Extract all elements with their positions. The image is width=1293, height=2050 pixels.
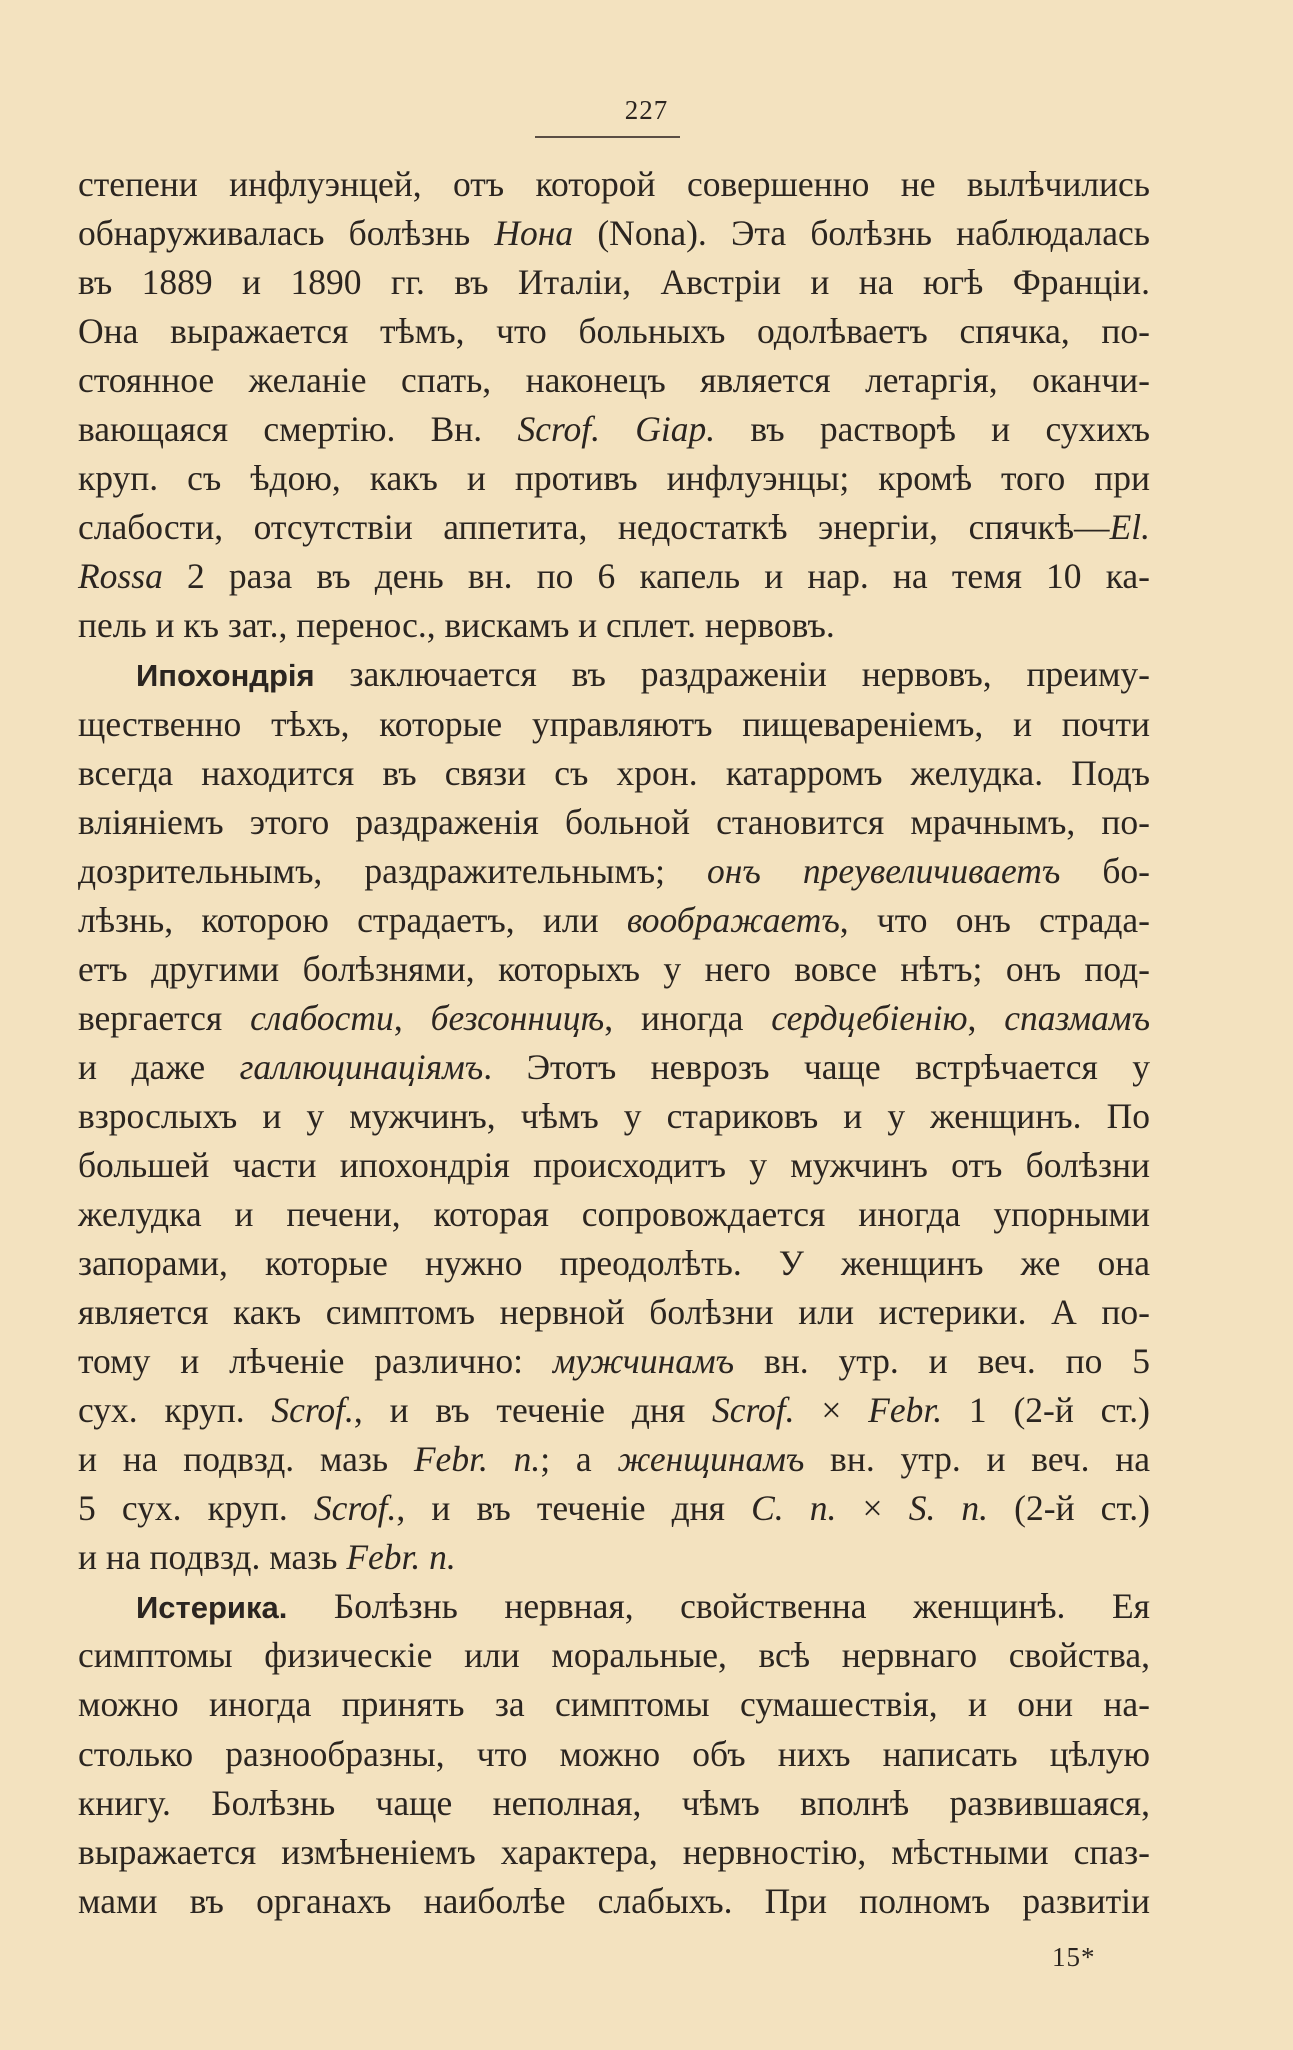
text-run: заключается въ раздраженіи нервовъ, преиму- [314, 654, 1150, 695]
section-heading: Истерика. [136, 1590, 288, 1626]
text-line [78, 650, 1150, 699]
emphasis-text: галлюцинаціямъ [239, 1046, 484, 1087]
text-line [78, 1337, 1150, 1386]
text-line [78, 1288, 1150, 1337]
text-line [78, 1730, 1150, 1779]
emphasis-text: Scrof. [712, 1390, 795, 1431]
text-line [78, 405, 1150, 454]
text-run: всегда находится въ связи съ хрон. катарромъ желудка. Подъ [78, 752, 1150, 793]
text-line [78, 1877, 1150, 1926]
text-line [78, 1141, 1150, 1190]
text-line [78, 1386, 1150, 1435]
emphasis-text: Scrof. Giap. [517, 409, 716, 450]
text-line [78, 454, 1150, 503]
emphasis-text: безсонницѣ [430, 997, 605, 1038]
text-line [78, 1043, 1150, 1092]
emphasis-text: S. n. [908, 1488, 989, 1529]
text-run: книгу. Болѣзнь чаще неполная, чѣмъ вполнѣ развившаяся, [78, 1782, 1150, 1823]
text-run: въ растворѣ и сухихъ [715, 409, 1150, 450]
text-line [78, 160, 1150, 209]
header-rule [535, 136, 680, 138]
text-run: можно иногда принять за симптомы сумашествія, и они на- [78, 1684, 1150, 1725]
text-run: выражается измѣненіемъ характера, нервностію, мѣстными спаз- [78, 1831, 1150, 1872]
text-run: , [393, 997, 431, 1038]
text-line [78, 749, 1150, 798]
text-run: щественно тѣхъ, которые управляютъ пищевареніемъ, и почти [78, 703, 1150, 744]
text-run: и на подвзд. мазь [78, 1439, 414, 1480]
text-run: × [836, 1488, 909, 1529]
text-line [78, 1239, 1150, 1288]
text-run: , и въ теченіе дня [396, 1488, 752, 1529]
text-run: и даже [78, 1046, 240, 1087]
body-text [78, 160, 1150, 1926]
text-run: Болѣзнь нервная, свойственна женщинѣ. Ея [287, 1586, 1150, 1627]
text-line [78, 258, 1150, 307]
text-run: въ 1889 и 1890 гг. въ Италіи, Австріи и на югѣ Франціи. [78, 262, 1150, 303]
emphasis-text: Scrof. [271, 1390, 354, 1431]
text-line [78, 209, 1150, 258]
text-run: пель и къ зат., перенос., вискамъ и сплет. нервовъ. [78, 605, 835, 646]
emphasis-text: Rossa [78, 556, 163, 597]
text-run: слабости, отсутствіи аппетита, недостаткѣ энергіи, спячкѣ— [78, 507, 1110, 548]
emphasis-text: C. n. [751, 1488, 837, 1529]
text-run: стоянное желаніе спать, наконецъ является летаргія, оканчи- [78, 360, 1150, 401]
emphasis-text: сердцебіенію [771, 997, 968, 1038]
text-line [78, 601, 1150, 650]
text-line [78, 552, 1150, 601]
text-run: вн. утр. и веч. по 5 [734, 1341, 1150, 1382]
text-run: , и въ теченіе дня [353, 1390, 713, 1431]
text-run: является какъ симптомъ нервной болѣзни или истерики. А по- [78, 1292, 1150, 1333]
text-run: большей части ипохондрія происходитъ у мужчинъ отъ болѣзни [78, 1144, 1150, 1185]
section-heading: Ипохондрія [136, 658, 315, 694]
text-line [78, 847, 1150, 896]
text-line [78, 1680, 1150, 1729]
emphasis-text: женщинамъ [617, 1439, 805, 1480]
text-run: желудка и печени, которая сопровождается иногда упорными [78, 1193, 1150, 1234]
text-run: круп. съ ѣдою, какъ и противъ инфлуэнцы; кромѣ того при [78, 458, 1150, 499]
text-line [78, 1484, 1150, 1533]
text-run: , иногда [604, 997, 772, 1038]
text-run: запорами, которые нужно преодолѣть. У женщинъ же она [78, 1243, 1150, 1284]
text-run: (2-й ст.) [988, 1488, 1150, 1529]
text-line [78, 1582, 1150, 1631]
emphasis-text: спазмамъ [1004, 997, 1151, 1038]
text-line [78, 1631, 1150, 1680]
text-run: обнаруживалась болѣзнь [78, 213, 495, 254]
text-line [78, 798, 1150, 847]
emphasis-text: онъ преувеличиваетъ [707, 850, 1061, 891]
emphasis-text: El. [1109, 507, 1150, 548]
text-run: вн. утр. и веч. на [804, 1439, 1150, 1480]
emphasis-text: воображаетъ [626, 899, 840, 940]
text-run: вліяніемъ этого раздраженія больной становится мрачнымъ, по- [78, 801, 1150, 842]
emphasis-text: Febr. n. [413, 1439, 541, 1480]
signature-mark: 15* [1052, 1942, 1096, 1972]
text-line [78, 503, 1150, 552]
page-number: 227 [624, 95, 669, 125]
text-run: сух. круп. [78, 1390, 272, 1431]
text-run: мами въ органахъ наиболѣе слабыхъ. При полномъ развитіи [78, 1880, 1150, 1921]
text-run: 5 сух. круп. [78, 1488, 314, 1529]
text-run: взрослыхъ и у мужчинъ, чѣмъ у стариковъ и у женщинъ. По [78, 1095, 1150, 1136]
text-line [78, 896, 1150, 945]
text-run: етъ другими болѣзнями, которыхъ у него вовсе нѣтъ; онъ под- [78, 948, 1150, 989]
text-line [78, 700, 1150, 749]
text-run: и на подвзд. мазь [78, 1537, 347, 1578]
text-line [78, 1435, 1150, 1484]
text-line [78, 945, 1150, 994]
text-run: дозрительнымъ, раздражительнымъ; [78, 850, 708, 891]
emphasis-text: Scrof. [313, 1488, 397, 1529]
text-run: , что онъ страда- [839, 899, 1150, 940]
text-run: вающаяся смертію. Вн. [78, 409, 518, 450]
emphasis-text: Febr. [868, 1390, 943, 1431]
text-run: . Этотъ неврозъ чаще встрѣчается у [483, 1046, 1151, 1087]
text-run: столько разнообразны, что можно объ нихъ написать цѣлую [78, 1733, 1150, 1774]
text-run: 2 раза въ день вн. по 6 капель и нар. на темя 10 ка- [162, 556, 1150, 597]
text-line [78, 1533, 1150, 1582]
text-run: , [967, 997, 1005, 1038]
text-run: вергается [78, 997, 251, 1038]
text-run: (Nona). Эта болѣзнь наблюдалась [573, 213, 1151, 254]
text-run: лѣзнь, которою страдаетъ, или [78, 899, 627, 940]
emphasis-text: Febr. n. [346, 1537, 456, 1578]
text-line [78, 1828, 1150, 1877]
text-line [78, 356, 1150, 405]
text-line [78, 994, 1150, 1043]
emphasis-text: слабости [250, 997, 394, 1038]
text-run: Она выражается тѣмъ, что больныхъ одолѣваетъ спячка, по- [78, 311, 1150, 352]
text-line [78, 1190, 1150, 1239]
text-run: ; а [540, 1439, 618, 1480]
text-run: бо- [1060, 850, 1150, 891]
text-line [78, 307, 1150, 356]
text-run: симптомы физическіе или моральные, всѣ нервнаго свойства, [78, 1635, 1150, 1676]
emphasis-text: мужчинамъ [552, 1341, 735, 1382]
text-line [78, 1092, 1150, 1141]
emphasis-text: Нона [494, 213, 574, 254]
text-run: степени инфлуэнцей, отъ которой совершенно не вылѣчились [78, 164, 1150, 204]
text-run: × [794, 1390, 869, 1431]
text-line [78, 1779, 1150, 1828]
text-run: тому и лѣченіе различно: [78, 1341, 553, 1382]
text-run: 1 (2-й ст.) [942, 1390, 1150, 1431]
